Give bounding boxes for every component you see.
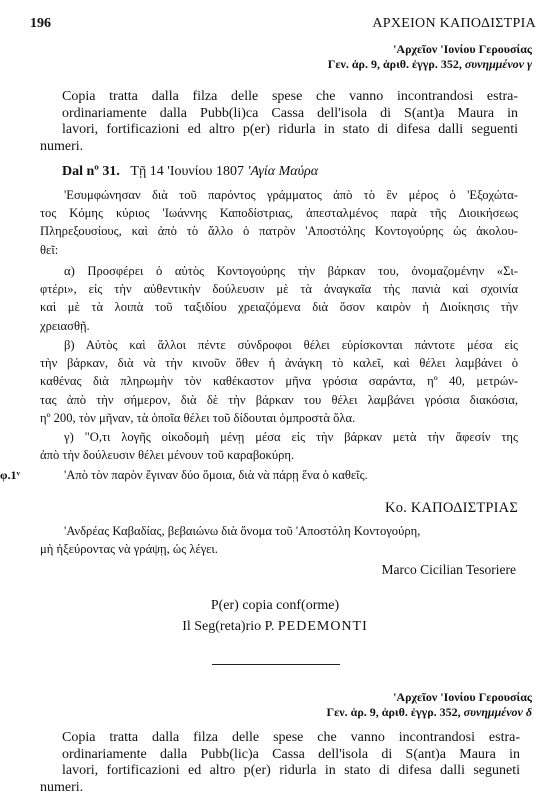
text-line: 'Ανδρέας Καβαδίας, βεβαιώνω διὰ ὄνομα τοῦ 'Αποστόλη Κοντογούρη, <box>64 524 421 538</box>
text-line: μὴ ἠξεύροντας νὰ γράψῃ, ὡς λέγει. <box>40 542 218 557</box>
text-line: ηº 200, τὸν μῆναν, τὰ ὁποῖα θέλει τοῦ δίδουται ὀμπροστὰ ὅλα. <box>40 410 356 425</box>
source-attachment: συνημμένον δ <box>463 705 532 719</box>
signature: Κο. ΚΑΠΟΔΙΣΤΡΙΑΣ <box>385 500 518 516</box>
intro-line: ordinariamente dalla Pubb(lic)a Cassa dell'isola di S(ant)a Maura in <box>62 746 520 762</box>
text-line: α) Προσφέρει ὁ αὐτὸς Κοντογούρης τὴν βάρκαν του, ὀνομαζομένην «Σι- <box>64 264 518 278</box>
intro-line: numeri. <box>40 138 84 154</box>
text-line: 'Εσυμφώνησαν διὰ τοῦ παρόντος γράμματος ἀπὸ τὸ ἓν μέρος ὁ 'Εξοχώτα- <box>64 188 518 202</box>
intro-paragraph-2 <box>40 730 520 796</box>
intro-line: lavori, fortificazioni ed altro p(er) ridurla in stato di difesa dalli seguenti <box>62 122 518 137</box>
intro-line: ordinariamente dalla Pubb(li)ca Cassa dell'isola di S(ant)a Maura in <box>62 105 518 121</box>
intro-paragraph-1 <box>40 89 518 155</box>
source-reference: Γεν. ἀρ. 9, ἀριθ. ἐγγρ. 352, <box>326 705 461 719</box>
text-line: καὶ μὲ τὰ λοιπὰ τοῦ ταξιδίου χρειαζόμενα διὰ ὅσον καιρὸν ἡ Διοίκησις τὴν <box>40 300 518 315</box>
document-date: Τῇ 14 'Ιουνίου 1807 <box>130 164 244 179</box>
intro-line: Copia tratta dalla filza delle spese che vanno incontrandosi estra- <box>62 89 518 104</box>
agreement-paragraph <box>40 186 518 259</box>
text-line: φτέρι», εἰς τὴν αὐθεντικὴν δούλευσιν μὲ τὰ ἀναγκαῖα τὴς πανιὰ καὶ σχοινία <box>40 282 518 297</box>
text-line: γ) "Ο,τι λογῆς οἰκοδομὴ μένῃ μέσα εἰς τὴν βάρκαν μετὰ τὴν ἄφεσίν της <box>64 430 518 444</box>
text-line: 'Απὸ τὸν παρὸν ἔγιναν δύο ὅμοια, διὰ νὰ πάρῃ ἕνα ὁ καθεῖς. <box>64 468 368 482</box>
text-line: Πληρεξουσίους, καὶ ἀπὸ τὸ ἄλλο ὁ πατρὸν 'Αποστόλης Κοντογούρης ὡς ἀκολου- <box>40 224 518 239</box>
secretary-name: PEDEMONTI <box>277 619 368 634</box>
text-line: θεῖ: <box>40 242 59 257</box>
text-line: ἀπὸ τὴν δούλευσιν θέλει μένουν τοῦ καραβοκύρη. <box>40 448 295 463</box>
text-line: τὴν βάρκαν, διὰ νὰ τὴν κινοῦν ὅθεν ἡ ἀνάγκη τὸ καλεῖ, καὶ θέλει λαμβάνει ὁ <box>40 356 518 371</box>
folio-margin-note: φ.1ᵛ <box>0 468 21 482</box>
page-number: 196 <box>30 16 51 31</box>
running-title: ΑΡΧΕΙΟΝ ΚΑΠΟΔΙΣΤΡΙΑ <box>372 16 536 31</box>
intro-line: Copia tratta dalla filza delle spese che vanno incontrandosi estra- <box>62 730 520 745</box>
source-attachment: συνημμένον γ <box>464 57 532 71</box>
secretary-title: Il Seg(reta)rio P. <box>182 619 275 634</box>
document-number: Dal nº 31. <box>62 164 120 179</box>
text-line: τας ἀπὸ τὴν σήμερον, διὰ δὲ τὴν βάρκαν του θέλει λαμβάνει γρόσια διακόσια, <box>40 392 518 407</box>
text-line: β) Αὐτὸς καὶ ἄλλοι πέντε σύνδροφοι θέλει εὑρίσκονται πάντοτε μέσα εἰς <box>64 338 518 352</box>
copy-note-line-2 <box>0 619 550 635</box>
dateline <box>62 164 318 180</box>
intro-line: numeri. <box>40 779 84 795</box>
source-reference: Γεν. ἀρ. 9, ἀριθ. ἐγγρ. 352, <box>327 57 462 71</box>
copy-note-line-1: P(er) copia conf(orme) <box>210 598 340 613</box>
clause-c <box>40 428 518 464</box>
section-divider <box>212 664 340 665</box>
text-line: χρειασθῇ. <box>40 318 90 333</box>
source-citation-2 <box>327 690 532 720</box>
text-line: τος Κόμης κύριος 'Ιωάννης Καποδίστριας, ἀπεσταλμένος παρὰ τῆς Διοικήσεως <box>40 206 518 221</box>
copies-line <box>64 466 518 484</box>
source-archive: 'Αρχεῖον 'Ιονίου Γερουσίας <box>393 42 532 56</box>
source-archive: 'Αρχεῖον 'Ιονίου Γερουσίας <box>393 690 532 704</box>
clause-a <box>40 262 518 335</box>
source-citation-1 <box>328 42 532 72</box>
clause-b <box>40 336 518 427</box>
attestation <box>40 522 518 558</box>
text-line: καθένας διὰ πληρωμὴν τὸν καθέκαστον μῆνα γρόσια σαράντα, ηº 40, μετρών- <box>40 374 518 389</box>
intro-line: lavori, fortificazioni ed altro p(er) ridurla in stato di difesa dalli seguneti <box>62 763 520 778</box>
treasurer-signature: Marco Cicilian Tesoriere <box>381 562 516 577</box>
document-place: 'Αγία Μαύρα <box>247 164 319 179</box>
